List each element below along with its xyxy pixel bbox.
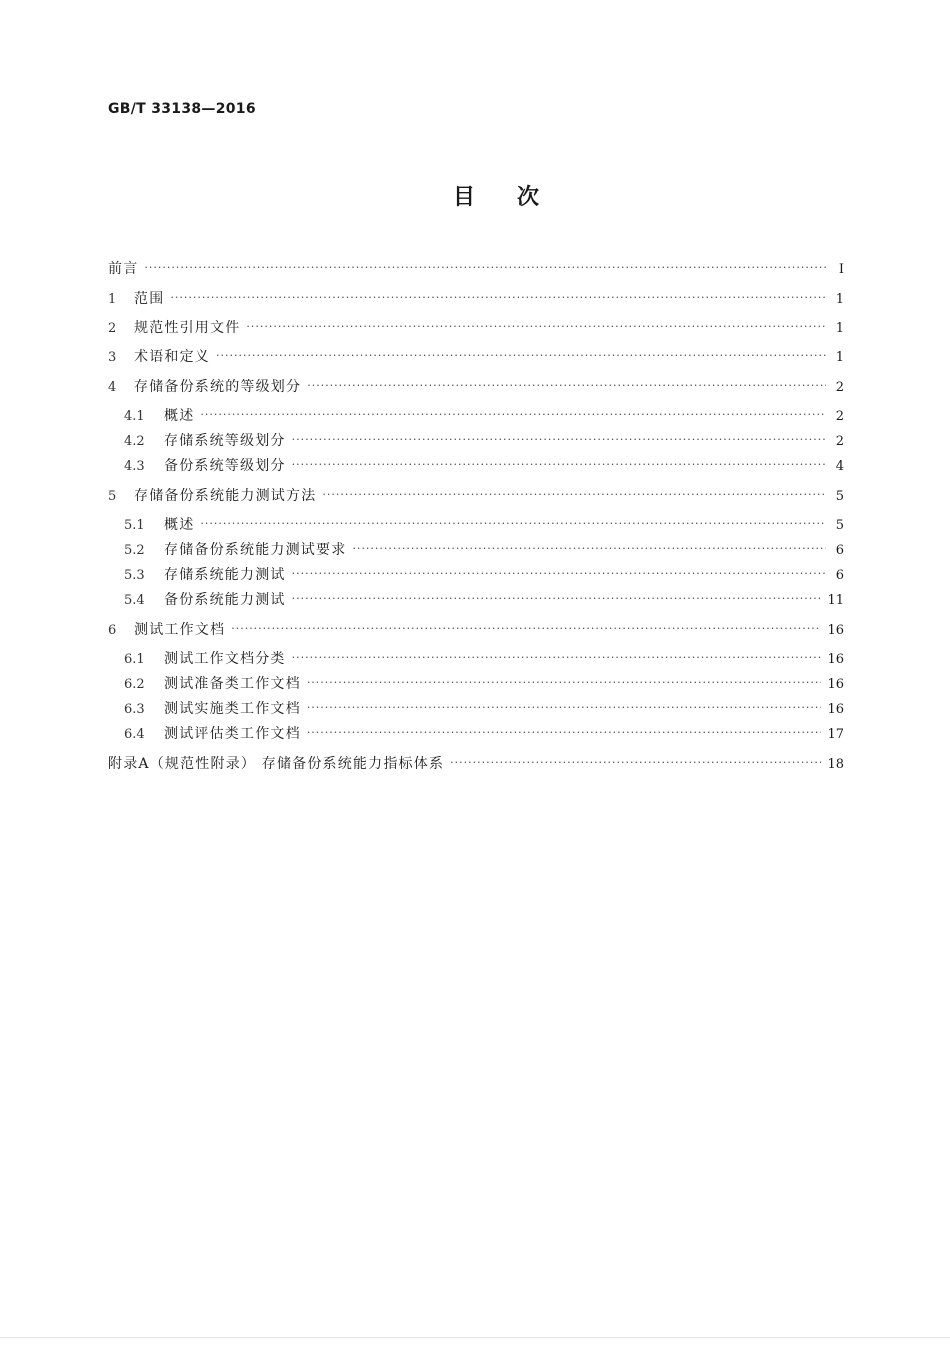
toc-entry-number: 5.4 [124,593,145,608]
toc-dot-leader [307,697,822,719]
page-title: 目次 [452,185,581,210]
page-bottom-divider [0,1337,950,1338]
toc-dot-leader [246,316,826,338]
toc-entry[interactable] [108,753,844,775]
toc-entry-title: 概述 [164,517,195,533]
toc-entry-title: 存储备份系统能力测试要求 [164,542,347,558]
toc-entry-title: 规范性引用文件 [134,320,241,336]
toc-entry-number: 2 [108,321,117,336]
toc-entry-number: 5 [108,489,117,504]
toc-entry-title: 存储系统能力测试 [164,567,286,583]
toc-entry-number: 6.3 [124,702,145,717]
toc-dot-leader [144,257,826,279]
toc-page-number: 6 [835,568,844,583]
toc-entry[interactable] [124,405,844,427]
toc-entry-title: 存储系统等级划分 [164,433,286,449]
toc-page-number: 5 [835,518,844,533]
toc-dot-leader [352,538,826,560]
toc-dot-leader [200,513,826,535]
toc-entry-title: 测试评估类工作文档 [164,726,301,742]
toc-entry-title: 术语和定义 [134,349,210,365]
toc-dot-leader [292,563,826,585]
toc-entry[interactable] [124,564,844,586]
toc-entry-number: 4.1 [124,409,145,424]
toc-entry-number: 5.2 [124,543,145,558]
toc-entry[interactable] [108,346,844,368]
toc-page-number: 16 [827,702,844,717]
toc-dot-leader [292,588,822,610]
toc-page-number: 1 [835,350,844,365]
toc-entry-title: 存储备份系统的等级划分 [134,379,302,395]
toc-entry-number: 5.3 [124,568,145,583]
toc-entry[interactable] [108,258,844,280]
toc-entry[interactable] [124,514,844,536]
toc-entry[interactable] [124,648,844,670]
toc-page-number: 5 [835,489,844,504]
toc-entry-title: 备份系统等级划分 [164,458,286,474]
toc-entry-number: 6.2 [124,677,145,692]
toc-entry-number: 3 [108,350,117,365]
toc-entry[interactable] [108,619,844,641]
toc-entry[interactable] [124,455,844,477]
toc-entry-number: 6.4 [124,727,145,742]
toc-dot-leader [307,672,822,694]
toc-entry[interactable] [124,430,844,452]
toc-page-number: 11 [827,593,844,608]
toc-entry[interactable] [108,288,844,310]
toc-page-number: 17 [827,727,844,742]
toc-entry[interactable] [124,539,844,561]
toc-entry-title: 存储备份系统能力测试方法 [134,488,317,504]
toc-dot-leader [292,647,822,669]
toc-entry-title: 备份系统能力测试 [164,592,286,608]
toc-entry-title: 范围 [134,291,165,307]
toc-page-number: 16 [827,677,844,692]
toc-entry[interactable] [108,317,844,339]
toc-page-number: 16 [827,623,844,638]
toc-page-number: 1 [835,321,844,336]
toc-dot-leader [292,429,826,451]
toc-entry-number: 6.1 [124,652,145,667]
toc-entry-title: 前言 [108,261,139,277]
toc-page-number: 18 [827,757,844,772]
toc-dot-leader [292,454,826,476]
toc-entry-title: 概述 [164,408,195,424]
toc-page-number: 16 [827,652,844,667]
toc-entry-number: 6 [108,623,117,638]
toc-entry-title: 附录A（规范性附录） 存储备份系统能力指标体系 [108,756,445,772]
toc-page-number: 2 [835,409,844,424]
toc-dot-leader [307,375,826,397]
toc-entry[interactable] [124,589,844,611]
toc-entry-title: 测试实施类工作文档 [164,701,301,717]
toc-dot-leader [200,404,826,426]
toc-page-number: 6 [835,543,844,558]
toc-entry-number: 5.1 [124,518,145,533]
toc-entry-title: 测试工作文档分类 [164,651,286,667]
toc-page-number: 4 [835,459,844,474]
toc-entry-number: 4.2 [124,434,145,449]
toc-dot-leader [231,618,821,640]
toc-entry[interactable] [124,698,844,720]
toc-page-number: 2 [835,380,844,395]
standard-code: GB/T 33138—2016 [108,101,256,117]
toc-entry[interactable] [124,673,844,695]
toc-dot-leader [216,345,826,367]
toc-page-number: 1 [835,292,844,307]
toc-page-number: Ⅰ [838,262,844,277]
toc-page-number: 2 [835,434,844,449]
toc-entry-title: 测试准备类工作文档 [164,676,301,692]
toc-entry[interactable] [108,376,844,398]
toc-dot-leader [322,484,826,506]
toc-entry[interactable] [108,485,844,507]
toc-entry-number: 4.3 [124,459,145,474]
toc-entry-number: 1 [108,292,117,307]
toc-entry-number: 4 [108,380,117,395]
toc-entry[interactable] [124,723,844,745]
toc-dot-leader [450,752,821,774]
toc-dot-leader [307,722,822,744]
toc-dot-leader [170,287,826,309]
toc-entry-title: 测试工作文档 [134,622,226,638]
